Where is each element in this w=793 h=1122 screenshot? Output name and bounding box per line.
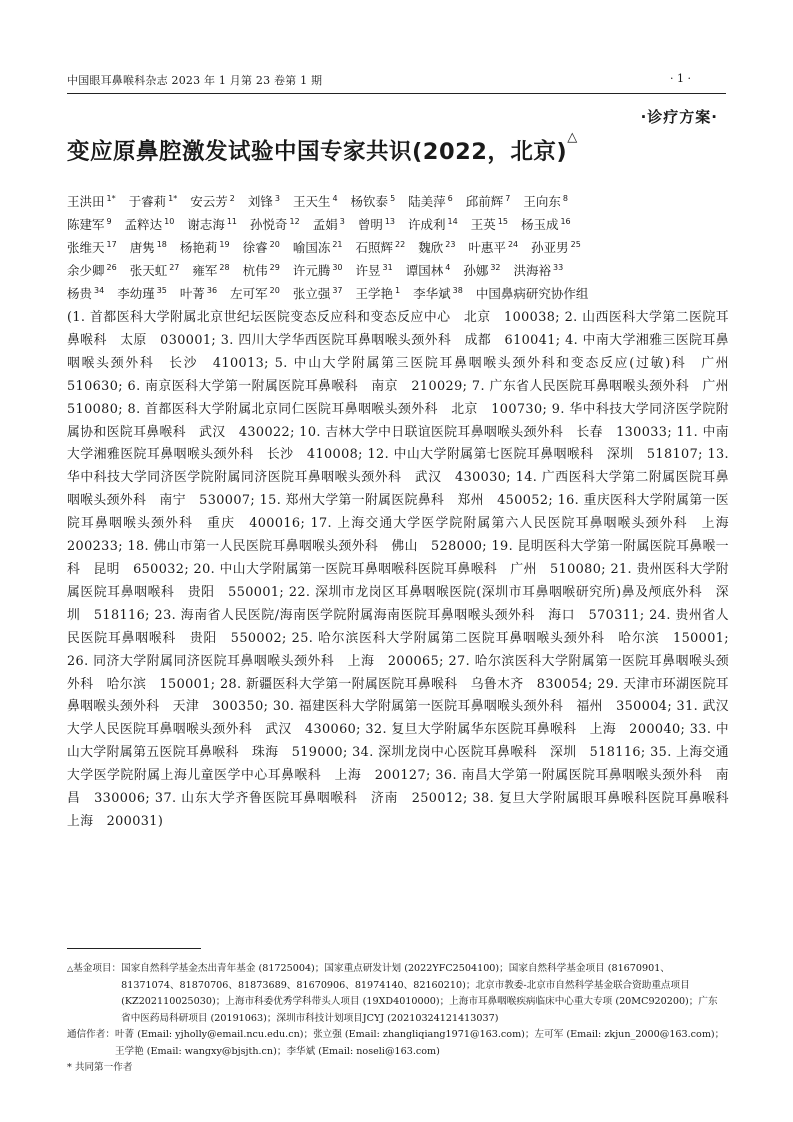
- author-name: 李华斌 $^{38}$: [413, 286, 463, 301]
- title-funding-mark: △: [567, 130, 578, 145]
- funding-label: △基金项目：: [67, 963, 122, 974]
- affiliation-ref: 11: [226, 217, 238, 226]
- author-name: 陈建军 $^9$: [67, 217, 112, 232]
- author-line: [67, 259, 727, 282]
- affiliation-ref: 28: [219, 263, 230, 272]
- affiliation-ref: 3: [274, 194, 280, 203]
- corresponding-note: [67, 1027, 727, 1060]
- author-name: 中国鼻病研究协作组: [475, 286, 589, 301]
- author-name: 喻国冻 $^{21}$: [292, 240, 343, 255]
- author-name: 王洪田 $^{1*}$: [67, 194, 116, 209]
- author-name: 张维天 $^{17}$: [67, 240, 117, 255]
- funding-text: 国家自然科学基金杰出青年基金 (81725004)；国家重点研发计划 (2022YFC2504100)；国家自然科学基金项目 (81670901、81371074、81870706、81873689、81670906、81974140、82160210)；北京市教委-北京市自然科学基金联合资助重点项目 (KZ202110025030)；上海市科委优秀学科带头人项目 (19XD4010000)；上海市耳鼻咽喉疾病临床中心重大专项 (20MC920200)；广东省中医药局科研项目 (20191063)；深圳市科技计划项目JCYJ (20210324121413037): [121, 963, 718, 1024]
- author-name: 孙娜 $^{32}$: [463, 263, 501, 278]
- author-name: 曾明 $^{13}$: [357, 217, 396, 232]
- affiliations: (1. 首都医科大学附属北京世纪坛医院变态反应科和变态反应中心 北京 100038; 2. 山西医科大学第二医院耳鼻喉科 太原 030001; 3. 四川大学华西医院耳鼻咽喉头颈外科 成都 610041; 4. 中南大学湘雅三医院耳鼻咽喉头颈外科 长沙 410013; 5. 中山大学附属第三医院耳鼻咽喉头颈外科和变态反应(过敏)科 广州 510630; 6. 南京医科大学第一附属医院耳鼻喉科 南京 210029; 7. 广东省人民医院耳鼻咽喉头颈外科 广州 510080; 8. 首都医科大学附属北京同仁医院耳鼻咽喉头颈外科 北京 100730; 9. 华中科技大学同济医学院附属协和医院耳鼻喉科 武汉 430022; 10. 吉林大学中日联谊医院耳鼻咽喉头颈外科 长春 130033; 11. 中南大学湘雅医院耳鼻咽喉头颈外科 长沙 410008; 12. 中山大学附属第七医院耳鼻咽喉科 深圳 518107; 13. 华中科技大学同济医学院附属同济医院耳鼻咽喉头颈外科 武汉 430030; 14. 广西医科大学第二附属医院耳鼻咽喉头颈外科 南宁 530007; 15. 郑州大学第一附属医院鼻科 郑州 450052; 16. 重庆医科大学附属第一医院耳鼻咽喉头颈外科 重庆 400016; 17. 上海交通大学医学院附属第六人民医院耳鼻咽喉头颈外科 上海 200233; 18. 佛山市第一人民医院耳鼻咽喉头颈外科 佛山 528000; 19. 昆明医科大学第一附属医院耳鼻喉一科 昆明 650032; 20. 中山大学附属第一医院耳鼻咽喉科医院耳鼻喉科 广州 510080; 21. 贵州医科大学附属医院耳鼻咽喉科 贵阳 550001; 22. 深圳市龙岗区耳鼻咽喉医院(深圳市耳鼻咽喉研究所)鼻及颅底外科 深圳 518116; 23. 海南省人民医院/海南医学院附属海南医院耳鼻咽喉头颈外科 海口 570311; 24. 贵州省人民医院耳鼻咽喉科 贵阳 550002; 25. 哈尔滨医科大学附属第二医院耳鼻咽喉头颈外科 哈尔滨 150001; 26. 同济大学附属同济医院耳鼻咽喉头颈外科 上海 200065; 27. 哈尔滨医科大学附属第一医院耳鼻咽喉头颈外科 哈尔滨 150001; 28. 新疆医科大学第一附属医院耳鼻喉科 乌鲁木齐 830054; 29. 天津市环湖医院耳鼻咽喉头颈外科 天津 300350; 30. 福建医科大学附属第一医院耳鼻咽喉头颈外科 福州 350004; 31. 武汉大学人民医院耳鼻咽喉头颈外科 武汉 430060; 32. 复旦大学附属华东医院耳鼻喉科 上海 200040; 33. 中山大学附属第五医院耳鼻喉科 珠海 519000; 34. 深圳龙岗中心医院耳鼻喉科 深圳 518116; 35. 上海交通大学医学院附属上海儿童医学中心耳鼻喉科 上海 200127; 36. 南昌大学第一附属医院耳鼻咽喉头颈外科 南昌 330006; 37. 山东大学齐鲁医院耳鼻咽喉科 济南 250012; 38. 复旦大学附属眼耳鼻喉科医院耳鼻喉科 上海 200031): [67, 310, 743, 829]
- author-name: 谭国林 $^4$: [405, 263, 451, 278]
- affiliation-ref: 27: [169, 263, 180, 272]
- author-name: 陆美萍 $^6$: [408, 194, 453, 209]
- author-name: 洪海裕 $^{33}$: [513, 263, 564, 278]
- affiliation-ref: 19: [219, 240, 230, 249]
- author-name: 许昱 $^{31}$: [355, 263, 393, 278]
- affiliation-ref: 26: [106, 263, 117, 272]
- author-name: 杭伟 $^{29}$: [242, 263, 280, 278]
- author-line: [67, 213, 727, 236]
- affiliation-ref: 3: [339, 217, 345, 226]
- affiliation-ref: 4: [445, 263, 451, 272]
- author-name: 谢志海 $^{11}$: [187, 217, 238, 232]
- affiliation-ref: 4: [332, 194, 338, 203]
- title-text: 变应原鼻腔激发试验中国专家共识(2022，北京): [67, 139, 568, 165]
- author-name: 杨钦泰 $^5$: [350, 194, 396, 209]
- footnote-divider: [67, 948, 201, 949]
- author-name: 孟粹达 $^{10}$: [124, 217, 175, 232]
- affiliation-ref: 12: [289, 217, 300, 226]
- author-name: 叶惠平 $^{24}$: [468, 240, 519, 255]
- section-tag: ·诊疗方案·: [640, 108, 718, 126]
- author-name: 石照辉 $^{22}$: [355, 240, 406, 255]
- equal-contribution-note: * 共同第一作者: [67, 1062, 133, 1073]
- affiliation-ref: 17: [106, 240, 117, 249]
- author-line: [67, 190, 727, 213]
- affiliation-ref: 20: [269, 286, 280, 295]
- affiliation-ref: 1*: [168, 194, 178, 203]
- affiliation-ref: 24: [507, 240, 519, 249]
- journal-header: 中国眼耳鼻喉科杂志 2023 年 1 月第 23 卷第 1 期: [67, 74, 323, 87]
- author-name: 于睿莉 $^{1*}$: [128, 194, 178, 209]
- author-name: 张立强 $^{37}$: [292, 286, 343, 301]
- affiliation-ref: 13: [384, 217, 396, 226]
- affiliation-ref: 1: [395, 286, 401, 295]
- author-name: 李幼瑾 $^{35}$: [117, 286, 167, 301]
- affiliation-ref: 10: [164, 217, 175, 226]
- affiliation-ref: 20: [269, 240, 280, 249]
- author-name: 雍军 $^{28}$: [192, 263, 230, 278]
- author-name: 魏欣 $^{23}$: [418, 240, 456, 255]
- affiliation-ref: 23: [445, 240, 456, 249]
- affiliation-ref: 38: [452, 286, 463, 295]
- affiliation-ref: 30: [332, 263, 343, 272]
- author-name: 叶菁 $^{36}$: [179, 286, 218, 301]
- author-name: 余少卿 $^{26}$: [67, 263, 117, 278]
- affiliation-ref: 14: [447, 217, 458, 226]
- affiliation-ref: 37: [332, 286, 343, 295]
- corresponding-text: 叶菁 (Email: yjholly@email.ncu.edu.cn)；张立强 (Email: zhangliqiang1971@163.com)；左可军 (Email: zkjun_2000@163.com)；王学艳 (Email: wangxy@bjsjth.cn)；李华斌 (Email: noseli@163.com): [114, 1029, 725, 1057]
- affiliation-ref: 35: [156, 286, 167, 295]
- article-title: [67, 130, 578, 166]
- page-number: · 1 ·: [670, 72, 691, 85]
- author-name: 刘锋 $^3$: [247, 194, 280, 209]
- author-name: 唐隽 $^{18}$: [129, 240, 167, 255]
- author-name: 邱前辉 $^7$: [465, 194, 511, 209]
- author-list: [67, 190, 727, 305]
- affiliation-ref: 5: [390, 194, 396, 203]
- author-line: [67, 282, 727, 305]
- author-name: 王英 $^{15}$: [470, 217, 508, 232]
- author-name: 杨玉成 $^{16}$: [520, 217, 571, 232]
- author-name: 王学艳 $^1$: [355, 286, 401, 301]
- funding-note: [67, 961, 727, 1027]
- affiliation-ref: 33: [553, 263, 564, 272]
- affiliation-ref: 29: [269, 263, 280, 272]
- affiliation-ref: 21: [332, 240, 343, 249]
- affiliation-ref: 1*: [106, 194, 116, 203]
- affiliation-ref: 25: [570, 240, 581, 249]
- author-name: 徐睿 $^{20}$: [242, 240, 280, 255]
- affiliation-ref: 6: [447, 194, 453, 203]
- affiliation-ref: 34: [94, 286, 105, 295]
- author-name: 安云芳 $^2$: [190, 194, 235, 209]
- author-name: 孙亚男 $^{25}$: [531, 240, 581, 255]
- affiliation-ref: 18: [156, 240, 167, 249]
- author-name: 孙悦奇 $^{12}$: [250, 217, 300, 232]
- affiliation-ref: 8: [562, 194, 568, 203]
- header-divider: [67, 93, 726, 94]
- affiliation-ref: 16: [560, 217, 571, 226]
- author-name: 张天虹 $^{27}$: [129, 263, 180, 278]
- affiliation-ref: 22: [395, 240, 406, 249]
- author-name: 王向东 $^8$: [523, 194, 568, 209]
- affiliation-ref: 31: [382, 263, 393, 272]
- author-name: 许成利 $^{14}$: [408, 217, 458, 232]
- author-line: [67, 236, 727, 259]
- author-name: 杨贵 $^{34}$: [67, 286, 105, 301]
- footnotes: [67, 961, 727, 1077]
- corresponding-label: 通信作者：: [67, 1029, 115, 1040]
- author-name: 许元腾 $^{30}$: [292, 263, 343, 278]
- affiliation-ref: 32: [490, 263, 501, 272]
- affiliation-ref: 15: [497, 217, 508, 226]
- affiliation-ref: 9: [106, 217, 112, 226]
- affiliation-ref: 2: [229, 194, 235, 203]
- author-name: 孟娟 $^3$: [312, 217, 345, 232]
- affiliation-ref: 7: [505, 194, 511, 203]
- author-name: 王天生 $^4$: [292, 194, 338, 209]
- author-name: 杨艳莉 $^{19}$: [179, 240, 230, 255]
- author-name: 左可军 $^{20}$: [230, 286, 280, 301]
- affiliation-ref: 36: [206, 286, 218, 295]
